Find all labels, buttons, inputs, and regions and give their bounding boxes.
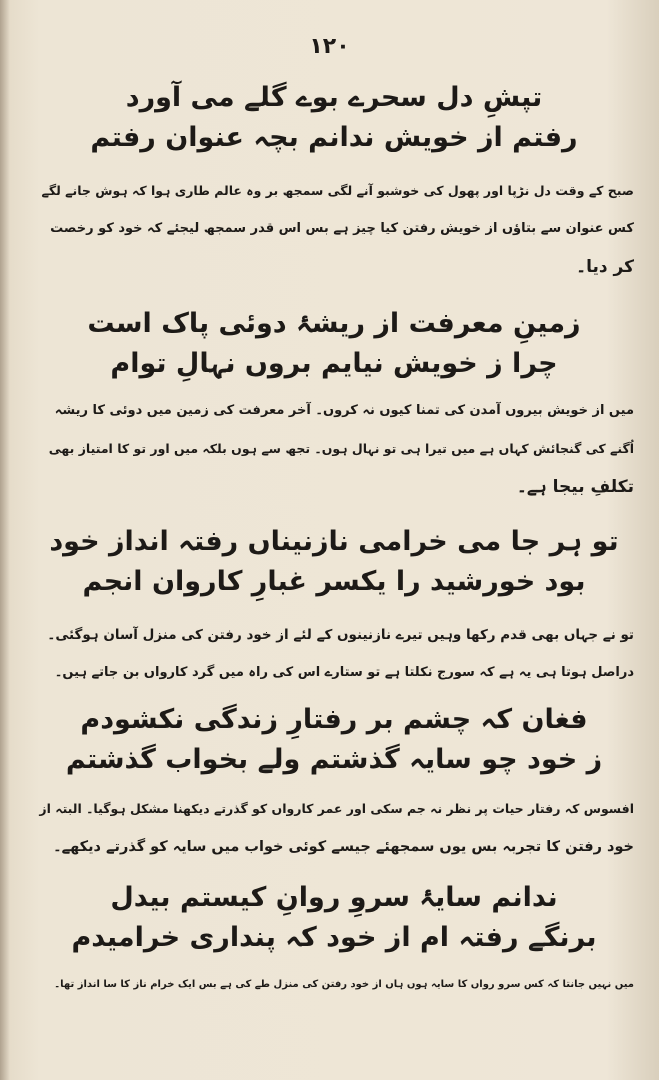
commentary-line: اُگنے کی گنجائش کہاں ہے میں تیرا ہی تو نہال ہوں۔ تجھ سے ہوں بلکہ میں اور تو کا امتیاز بھی: [48, 441, 634, 456]
page-number: ۱۲۰: [309, 34, 350, 59]
verse-couplet: [34, 304, 634, 384]
commentary-line: میں از خویش بیروں آمدن کی تمنا کیوں نہ کروں۔ آخر معرفت کی زمین میں دوئی کا ریشہ: [54, 403, 634, 418]
commentary-line: تکلفِ بیجا ہے۔: [516, 477, 634, 497]
commentary-line: میں نہیں جانتا کہ کس سرو رواں کا سایہ ہوں ہاں از خود رفتن کی منزل طے کی ہے بس ایک خرام ناز کا سا انداز تھا۔: [54, 979, 634, 990]
verse-line: فغان کہ چشم بر رفتارِ زندگی نکشودم: [80, 704, 588, 735]
commentary-paragraph: [34, 172, 634, 286]
verse-line: ز خود چو سایہ گذشتم ولے بخواب گذشتم: [65, 744, 603, 775]
verse-line: تو ہر جا می خرامی نازنیناں رفتہ انداز خود: [49, 526, 619, 557]
verse-couplet: [34, 878, 634, 958]
verse-line: زمینِ معرفت از ریشۂ دوئی پاک است: [87, 308, 581, 339]
verse-line: ندانم سایۂ سروِ روانِ کیستم بیدل: [110, 882, 558, 913]
commentary-line: خود رفتن کا تجربہ بس یوں سمجھئے جیسے کوئی خواب میں سایہ کو گذرتے دیکھے۔: [53, 839, 634, 855]
verse-couplet: [34, 78, 634, 158]
verse-couplet: [34, 700, 634, 780]
verse-line: چرا ز خویش نیایم بروں نہالِ توام: [110, 348, 558, 379]
commentary-line: کس عنوان سے بتاؤں از خویش رفتن کیا چیز ہے بس اس قدر سمجھ لیجئے کہ خود کو رخصت: [50, 221, 634, 236]
commentary-line: تو نے جہاں بھی قدم رکھا وہیں تیرے نازنینوں کے لئے از خود رفتن کی منزل آسان ہوگئی۔: [47, 627, 634, 643]
verse-line: تپشِ دل سحرے بوے گلے می آورد: [125, 82, 543, 113]
commentary-paragraph: [34, 966, 634, 1004]
verse-couplet: [34, 522, 634, 602]
commentary-paragraph: [34, 616, 634, 692]
commentary-paragraph: [34, 790, 634, 866]
commentary-line: افسوس کہ رفتار حیات پر نظر نہ جم سکی اور عمر کارواں کو گذرتے دیکھنا مشکل ہوگیا۔ البتہ از: [39, 801, 634, 816]
verse-line: رفتم از خویش ندانم بچہ عنوان رفتم: [90, 122, 578, 153]
commentary-line: کر دیا۔: [576, 257, 634, 277]
verse-line: بود خورشید را یکسر غبارِ کاروان انجم: [82, 566, 586, 597]
binding-shadow: [0, 0, 10, 1080]
commentary-paragraph: [34, 392, 634, 506]
commentary-line: صبح کے وقت دل نڑپا اور پھول کی خوشبو آنے لگی سمجھ بر وہ عالم طاری ہوا کہ ہوش جانے لگے: [41, 183, 634, 198]
verse-line: برنگے رفتہ ام از خود کہ پنداری خرامیدم: [71, 922, 597, 953]
commentary-line: دراصل ہوتا ہی یہ ہے کہ سورج نکلتا ہے تو ستارے اس کی راہ میں گرد کارواں بن جاتے ہیں۔: [54, 665, 634, 680]
